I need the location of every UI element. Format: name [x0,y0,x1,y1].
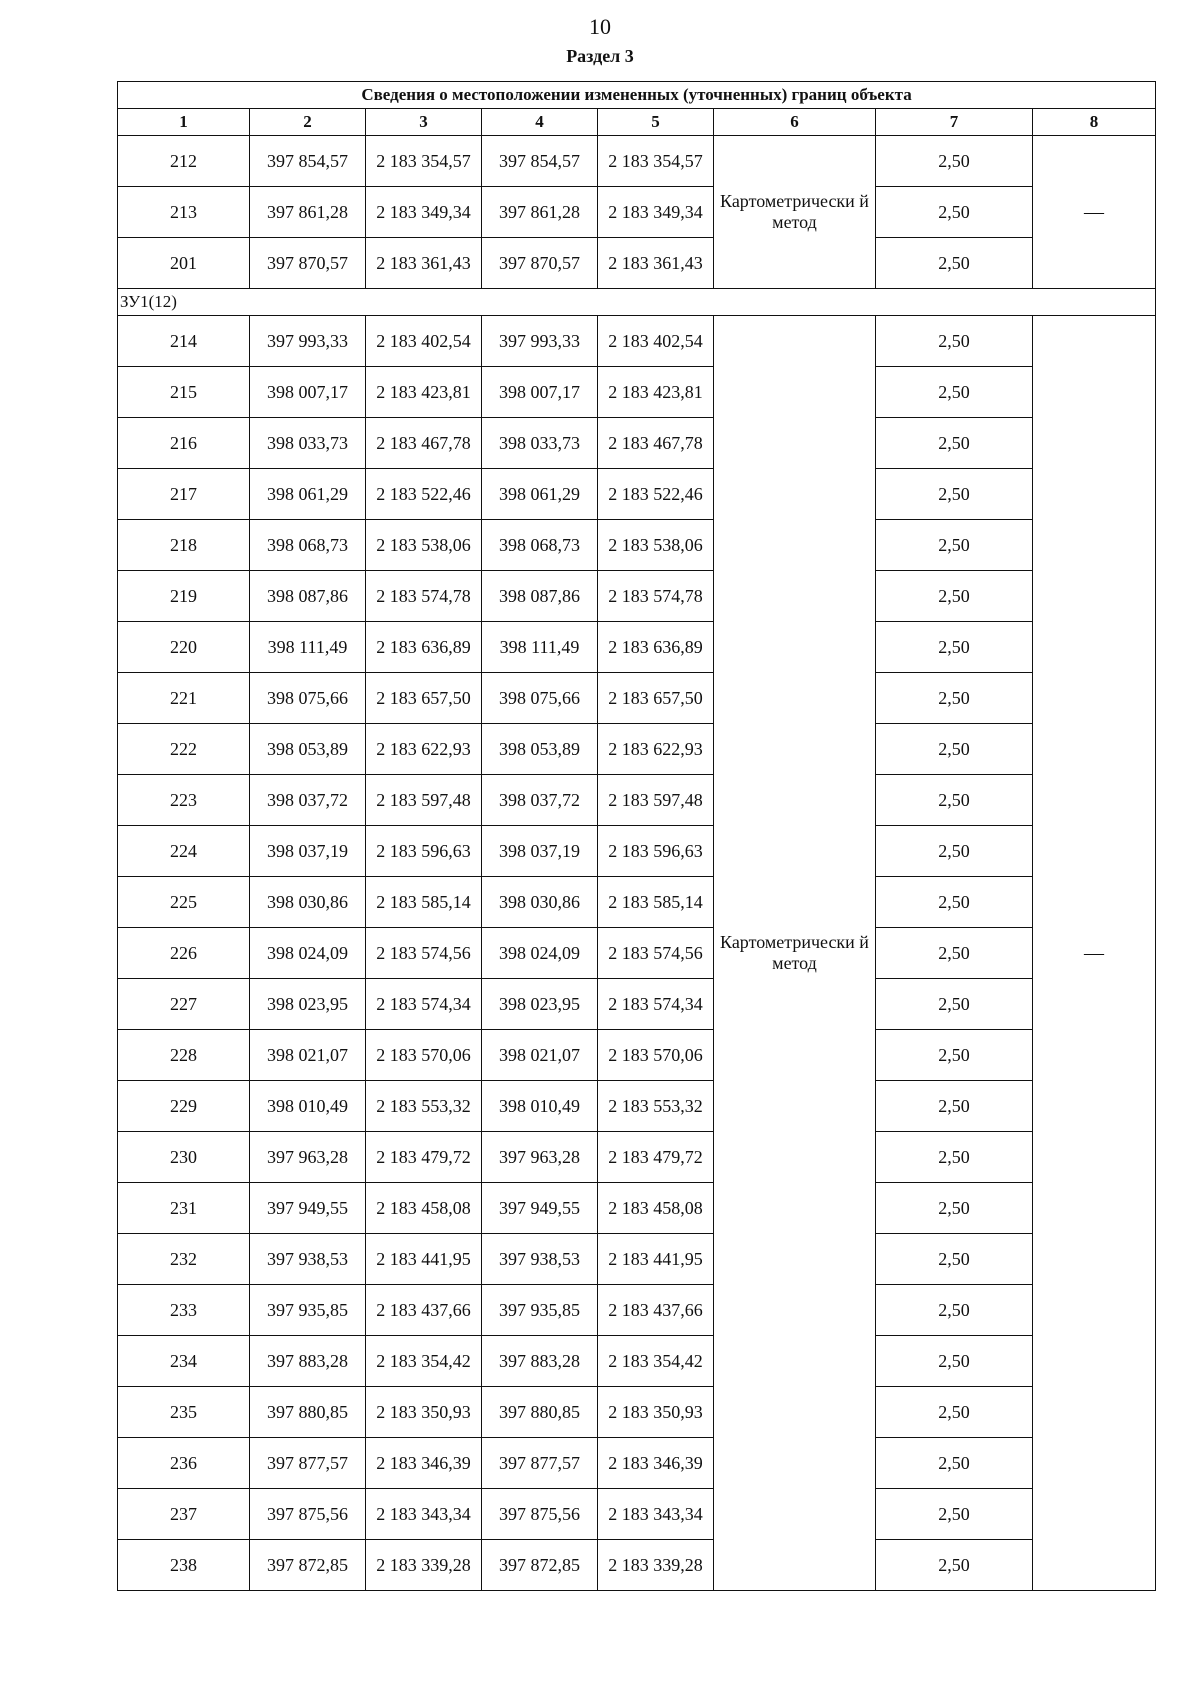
accuracy-cell: 2,50 [876,775,1033,826]
coordinate-cell-col4: 397 880,85 [482,1387,598,1438]
coordinate-cell-col2: 398 024,09 [250,928,366,979]
coordinate-cell-col2: 398 010,49 [250,1081,366,1132]
accuracy-cell: 2,50 [876,979,1033,1030]
coordinate-cell-col4: 398 075,66 [482,673,598,724]
table-row [118,1234,1156,1285]
column-number: 7 [876,109,1033,136]
coordinate-cell-col2: 397 861,28 [250,187,366,238]
point-number-cell: 226 [118,928,250,979]
coordinate-cell-col4: 397 854,57 [482,136,598,187]
column-number: 5 [598,109,714,136]
coordinate-cell-col3: 2 183 574,78 [366,571,482,622]
accuracy-cell: 2,50 [876,520,1033,571]
coordinate-cell-col4: 397 872,85 [482,1540,598,1591]
coordinate-cell-col2: 397 963,28 [250,1132,366,1183]
coordinate-cell-col5: 2 183 636,89 [598,622,714,673]
coordinate-cell-col5: 2 183 458,08 [598,1183,714,1234]
coordinate-cell-col3: 2 183 553,32 [366,1081,482,1132]
coordinate-cell-col5: 2 183 522,46 [598,469,714,520]
point-number-cell: 219 [118,571,250,622]
coordinate-cell-col5: 2 183 354,57 [598,136,714,187]
table-caption: Сведения о местоположении измененных (уточненных) границ объекта [118,82,1156,109]
table-row [118,826,1156,877]
accuracy-cell: 2,50 [876,673,1033,724]
coordinate-cell-col3: 2 183 458,08 [366,1183,482,1234]
coordinate-cell-col5: 2 183 585,14 [598,877,714,928]
column-number: 6 [714,109,876,136]
coordinate-cell-col4: 398 033,73 [482,418,598,469]
coordinate-cell-col5: 2 183 354,42 [598,1336,714,1387]
coordinate-cell-col4: 398 037,19 [482,826,598,877]
point-number-cell: 229 [118,1081,250,1132]
point-number-cell: 238 [118,1540,250,1591]
accuracy-cell: 2,50 [876,1285,1033,1336]
coordinate-cell-col2: 398 023,95 [250,979,366,1030]
accuracy-cell: 2,50 [876,724,1033,775]
note-cell: — [1033,316,1156,1591]
coordinate-cell-col5: 2 183 479,72 [598,1132,714,1183]
method-cell: Картометрически й метод [714,316,876,1591]
coordinate-cell-col2: 398 030,86 [250,877,366,928]
table-row [118,316,1156,367]
point-number-cell: 218 [118,520,250,571]
coordinate-cell-col4: 398 053,89 [482,724,598,775]
coordinate-cell-col3: 2 183 636,89 [366,622,482,673]
coordinate-cell-col3: 2 183 596,63 [366,826,482,877]
coordinate-cell-col3: 2 183 574,34 [366,979,482,1030]
point-number-cell: 221 [118,673,250,724]
accuracy-cell: 2,50 [876,571,1033,622]
point-number-cell: 230 [118,1132,250,1183]
table-row [118,1489,1156,1540]
accuracy-cell: 2,50 [876,1540,1033,1591]
table-row [118,1285,1156,1336]
coordinate-cell-col2: 397 870,57 [250,238,366,289]
point-number-cell: 216 [118,418,250,469]
coordinate-cell-col5: 2 183 350,93 [598,1387,714,1438]
coordinate-cell-col4: 398 007,17 [482,367,598,418]
boundary-coordinates-table [117,81,1156,1591]
table-row [118,928,1156,979]
column-number-row [118,109,1156,136]
coordinate-cell-col3: 2 183 339,28 [366,1540,482,1591]
table-row [118,136,1156,187]
table-row [118,622,1156,673]
coordinate-cell-col2: 398 021,07 [250,1030,366,1081]
accuracy-cell: 2,50 [876,1336,1033,1387]
column-number: 4 [482,109,598,136]
table-row [118,1081,1156,1132]
coordinate-cell-col3: 2 183 538,06 [366,520,482,571]
accuracy-cell: 2,50 [876,928,1033,979]
coordinate-cell-col5: 2 183 597,48 [598,775,714,826]
table-row [118,1030,1156,1081]
coordinate-cell-col3: 2 183 657,50 [366,673,482,724]
coordinate-cell-col5: 2 183 441,95 [598,1234,714,1285]
point-number-cell: 222 [118,724,250,775]
point-number-cell: 214 [118,316,250,367]
table-row [118,469,1156,520]
accuracy-cell: 2,50 [876,187,1033,238]
table-row [118,1540,1156,1591]
table-row [118,979,1156,1030]
accuracy-cell: 2,50 [876,1438,1033,1489]
coordinate-cell-col4: 398 030,86 [482,877,598,928]
coordinate-cell-col5: 2 183 538,06 [598,520,714,571]
table-row [118,877,1156,928]
coordinate-cell-col3: 2 183 349,34 [366,187,482,238]
coordinate-cell-col5: 2 183 574,78 [598,571,714,622]
column-number: 2 [250,109,366,136]
accuracy-cell: 2,50 [876,826,1033,877]
coordinate-cell-col3: 2 183 622,93 [366,724,482,775]
coordinate-cell-col3: 2 183 570,06 [366,1030,482,1081]
coordinate-cell-col5: 2 183 349,34 [598,187,714,238]
coordinate-cell-col3: 2 183 343,34 [366,1489,482,1540]
table-row [118,1132,1156,1183]
coordinate-cell-col4: 398 024,09 [482,928,598,979]
coordinate-cell-col3: 2 183 597,48 [366,775,482,826]
coordinate-cell-col3: 2 183 479,72 [366,1132,482,1183]
coordinate-cell-col4: 397 877,57 [482,1438,598,1489]
table-row [118,187,1156,238]
coordinate-cell-col3: 2 183 585,14 [366,877,482,928]
coordinate-cell-col5: 2 183 553,32 [598,1081,714,1132]
point-number-cell: 237 [118,1489,250,1540]
table-row [118,673,1156,724]
coordinate-cell-col4: 398 037,72 [482,775,598,826]
coordinate-cell-col5: 2 183 361,43 [598,238,714,289]
accuracy-cell: 2,50 [876,1489,1033,1540]
point-number-cell: 224 [118,826,250,877]
coordinate-cell-col4: 398 068,73 [482,520,598,571]
coordinate-cell-col3: 2 183 522,46 [366,469,482,520]
coordinate-cell-col3: 2 183 354,57 [366,136,482,187]
group-label: ЗУ1(12) [118,289,1156,316]
coordinate-cell-col2: 397 935,85 [250,1285,366,1336]
accuracy-cell: 2,50 [876,316,1033,367]
coordinate-cell-col2: 398 037,19 [250,826,366,877]
coordinate-cell-col2: 398 087,86 [250,571,366,622]
point-number-cell: 232 [118,1234,250,1285]
coordinate-cell-col4: 397 938,53 [482,1234,598,1285]
coordinate-cell-col2: 397 854,57 [250,136,366,187]
coordinate-cell-col2: 397 875,56 [250,1489,366,1540]
coordinate-cell-col5: 2 183 622,93 [598,724,714,775]
point-number-cell: 201 [118,238,250,289]
point-number-cell: 223 [118,775,250,826]
accuracy-cell: 2,50 [876,1030,1033,1081]
coordinate-cell-col3: 2 183 346,39 [366,1438,482,1489]
coordinate-cell-col5: 2 183 437,66 [598,1285,714,1336]
group-label-row [118,289,1156,316]
coordinate-cell-col5: 2 183 343,34 [598,1489,714,1540]
table-row [118,520,1156,571]
accuracy-cell: 2,50 [876,1183,1033,1234]
column-number: 3 [366,109,482,136]
coordinate-cell-col4: 397 883,28 [482,1336,598,1387]
coordinate-cell-col4: 397 875,56 [482,1489,598,1540]
coordinate-cell-col4: 398 111,49 [482,622,598,673]
coordinate-cell-col2: 398 061,29 [250,469,366,520]
point-number-cell: 213 [118,187,250,238]
coordinate-cell-col3: 2 183 437,66 [366,1285,482,1336]
table-row [118,724,1156,775]
coordinate-cell-col5: 2 183 467,78 [598,418,714,469]
column-number: 1 [118,109,250,136]
coordinate-cell-col3: 2 183 441,95 [366,1234,482,1285]
coordinate-cell-col2: 398 007,17 [250,367,366,418]
column-number: 8 [1033,109,1156,136]
point-number-cell: 217 [118,469,250,520]
coordinate-cell-col5: 2 183 574,34 [598,979,714,1030]
coordinate-cell-col5: 2 183 346,39 [598,1438,714,1489]
point-number-cell: 236 [118,1438,250,1489]
table-row [118,1387,1156,1438]
note-cell: — [1033,136,1156,289]
page-number: 10 [589,14,611,39]
coordinate-cell-col4: 398 061,29 [482,469,598,520]
coordinate-cell-col5: 2 183 339,28 [598,1540,714,1591]
accuracy-cell: 2,50 [876,136,1033,187]
coordinate-cell-col2: 397 993,33 [250,316,366,367]
accuracy-cell: 2,50 [876,469,1033,520]
coordinate-cell-col2: 398 053,89 [250,724,366,775]
coordinate-cell-col4: 398 023,95 [482,979,598,1030]
point-number-cell: 225 [118,877,250,928]
point-number-cell: 215 [118,367,250,418]
coordinate-cell-col2: 397 877,57 [250,1438,366,1489]
coordinate-cell-col3: 2 183 423,81 [366,367,482,418]
table-row [118,1438,1156,1489]
coordinate-cell-col2: 397 883,28 [250,1336,366,1387]
accuracy-cell: 2,50 [876,1387,1033,1438]
accuracy-cell: 2,50 [876,238,1033,289]
table-row [118,571,1156,622]
table-row [118,1336,1156,1387]
coordinate-cell-col2: 398 111,49 [250,622,366,673]
coordinate-cell-col4: 397 993,33 [482,316,598,367]
coordinate-cell-col2: 397 880,85 [250,1387,366,1438]
coordinate-cell-col5: 2 183 574,56 [598,928,714,979]
table-row [118,775,1156,826]
point-number-cell: 231 [118,1183,250,1234]
point-number-cell: 233 [118,1285,250,1336]
coordinate-cell-col5: 2 183 570,06 [598,1030,714,1081]
table-row [118,1183,1156,1234]
coordinate-cell-col4: 397 935,85 [482,1285,598,1336]
coordinate-cell-col2: 398 075,66 [250,673,366,724]
accuracy-cell: 2,50 [876,418,1033,469]
table-body [118,136,1156,1591]
coordinate-cell-col5: 2 183 423,81 [598,367,714,418]
coordinate-cell-col5: 2 183 402,54 [598,316,714,367]
section-title: Раздел 3 [566,46,634,66]
coordinate-cell-col2: 398 037,72 [250,775,366,826]
coordinate-cell-col3: 2 183 354,42 [366,1336,482,1387]
accuracy-cell: 2,50 [876,1081,1033,1132]
coordinate-cell-col4: 398 021,07 [482,1030,598,1081]
point-number-cell: 235 [118,1387,250,1438]
coordinate-cell-col4: 397 861,28 [482,187,598,238]
coordinate-cell-col2: 398 068,73 [250,520,366,571]
accuracy-cell: 2,50 [876,367,1033,418]
table-row [118,238,1156,289]
accuracy-cell: 2,50 [876,622,1033,673]
point-number-cell: 227 [118,979,250,1030]
coordinate-cell-col2: 398 033,73 [250,418,366,469]
coordinate-cell-col2: 397 938,53 [250,1234,366,1285]
accuracy-cell: 2,50 [876,1234,1033,1285]
coordinate-cell-col4: 398 087,86 [482,571,598,622]
point-number-cell: 228 [118,1030,250,1081]
coordinate-cell-col3: 2 183 350,93 [366,1387,482,1438]
point-number-cell: 220 [118,622,250,673]
coordinate-cell-col3: 2 183 402,54 [366,316,482,367]
coordinate-cell-col4: 397 949,55 [482,1183,598,1234]
point-number-cell: 212 [118,136,250,187]
coordinate-cell-col4: 398 010,49 [482,1081,598,1132]
point-number-cell: 234 [118,1336,250,1387]
coordinate-cell-col4: 397 870,57 [482,238,598,289]
table-row [118,367,1156,418]
coordinate-cell-col3: 2 183 574,56 [366,928,482,979]
coordinate-cell-col3: 2 183 467,78 [366,418,482,469]
coordinate-cell-col3: 2 183 361,43 [366,238,482,289]
accuracy-cell: 2,50 [876,1132,1033,1183]
method-cell: Картометрически й метод [714,136,876,289]
accuracy-cell: 2,50 [876,877,1033,928]
coordinate-cell-col2: 397 949,55 [250,1183,366,1234]
coordinate-cell-col5: 2 183 596,63 [598,826,714,877]
coordinate-cell-col2: 397 872,85 [250,1540,366,1591]
coordinate-cell-col4: 397 963,28 [482,1132,598,1183]
coordinate-cell-col5: 2 183 657,50 [598,673,714,724]
table-row [118,418,1156,469]
